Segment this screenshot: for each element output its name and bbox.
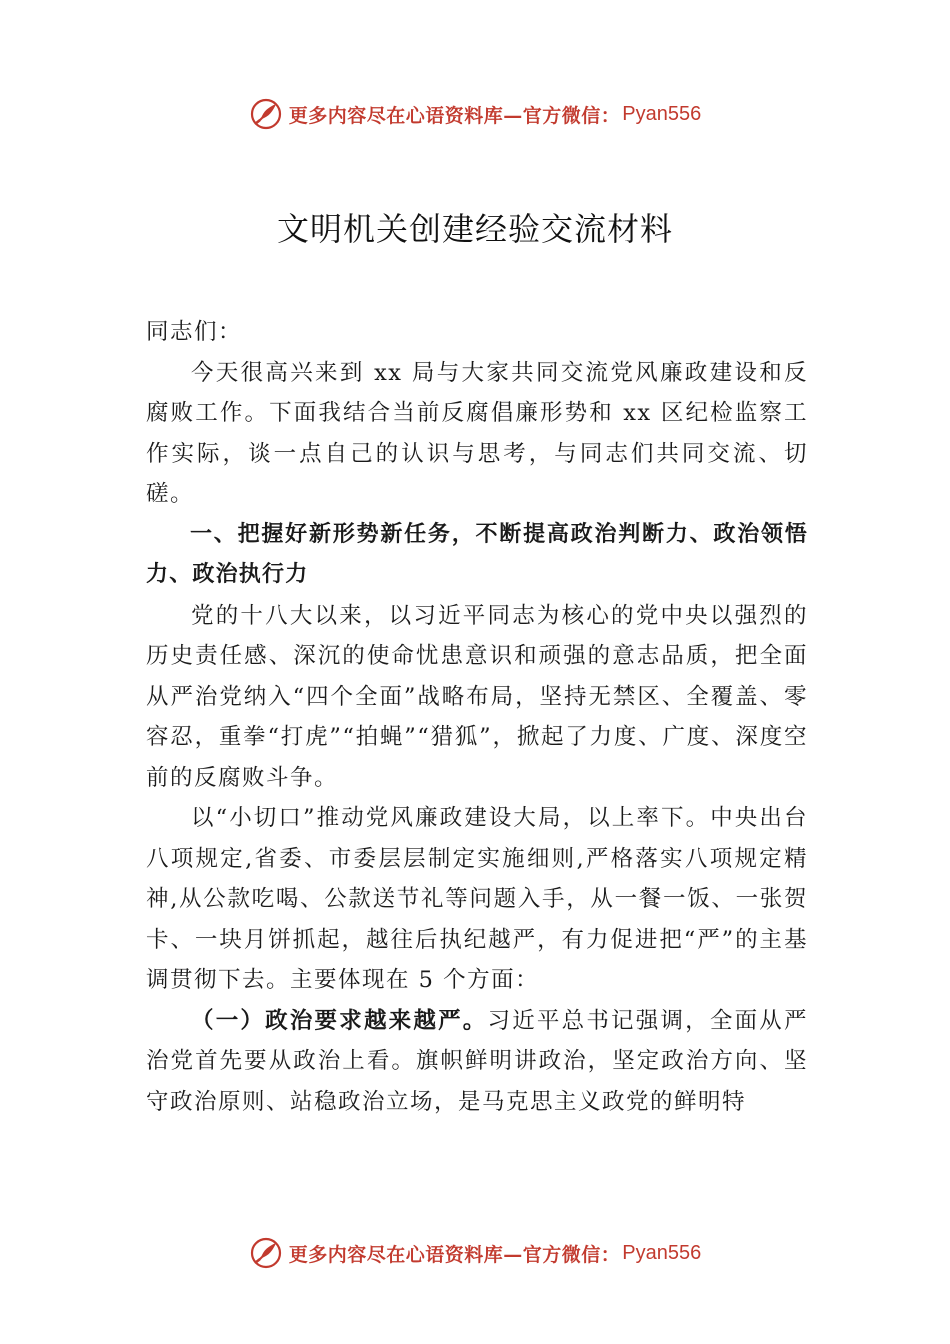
feather-pen-circle-icon — [249, 1236, 283, 1270]
paragraph-subsection-1 — [146, 1001, 808, 1123]
watermark-text: 更多内容尽在心语资料库—官方微信： — [288, 1243, 621, 1266]
section-heading-1: 一、把握好新形势新任务，不断提高政治判断力、政治领悟力、政治执行力 — [146, 521, 808, 587]
document-body — [146, 312, 808, 1122]
watermark-wechat-id: Pyan556 — [622, 1241, 702, 1264]
paragraph-small-cut: 以“小切口”推动党风廉政建设大局，以上率下。中央出台八项规定,省委、市委层层制定实施细则,严格落实八项规定精神,从公款吃喝、公款送节礼等问题入手，从一餐一饭、一张贺卡、一块月饼抓起，越往后执纪越严，有力促进把“严”的主基调贯彻下去。主要体现在 5 个方面： — [146, 805, 808, 993]
footer-watermark — [0, 1233, 950, 1273]
header-watermark — [0, 94, 950, 134]
paragraph-intro: 今天很高兴来到 xx 局与大家共同交流党风廉政建设和反腐败工作。下面我结合当前反腐倡廉形势和 xx 区纪检监察工作实际，谈一点自己的认识与思考，与同志们共同交流、切磋。 — [146, 359, 808, 507]
paragraph-background: 党的十八大以来，以习近平同志为核心的党中央以强烈的历史责任感、深沉的使命忧患意识和顽强的意志品质，把全面从严治党纳入“四个全面”战略布局，坚持无禁区、全覆盖、零容忍，重拳“打虎”“拍蝇”“猎狐”，掀起了力度、广度、深度空前的反腐败斗争。 — [146, 602, 808, 791]
watermark-wechat-id: Pyan556 — [622, 102, 702, 125]
salutation: 同志们： — [146, 319, 243, 345]
watermark-text: 更多内容尽在心语资料库—官方微信： — [288, 104, 621, 127]
subsection-heading-1: （一）政治要求越来越严。 — [191, 1007, 488, 1034]
subsection-text-1: 习近平总书记强调，全面从严治党首先要从政治上看。旗帜鲜明讲政治，坚定政治方向、坚守政治原则、站稳政治立场，是马克思主义政党的鲜明特 — [146, 1007, 808, 1115]
document-title: 文明机关创建经验交流材料 — [276, 210, 673, 248]
feather-pen-circle-icon — [249, 97, 283, 131]
